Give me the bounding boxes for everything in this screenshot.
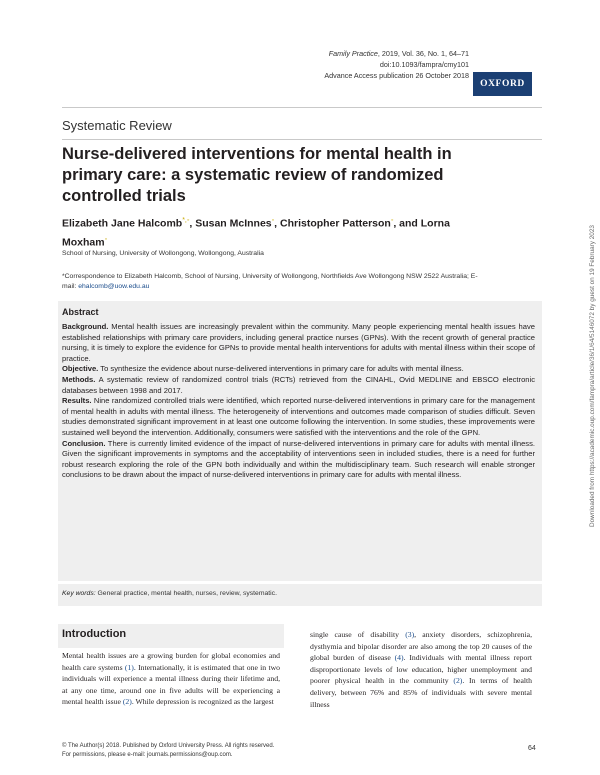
advance-access: Advance Access publication 26 October 2018: [324, 71, 469, 80]
abstract-label: Results.: [62, 396, 92, 406]
body-text: . In terms of health delivery, between 76% and 85% of individuals with severe mental illness: [310, 676, 532, 709]
section-divider: [62, 139, 542, 140]
abstract-label: Background.: [62, 322, 109, 331]
citation-link[interactable]: (4): [394, 653, 404, 663]
permissions-line: For permissions, please e-mail: journals.permissions@oup.com.: [62, 752, 233, 758]
citation-link[interactable]: (2): [453, 676, 463, 686]
copyright-footer: [62, 742, 362, 760]
journal-doi[interactable]: doi:10.1093/fampra/cmy101: [379, 60, 469, 69]
download-watermark: [589, 167, 598, 527]
abstract-methods: [62, 375, 535, 396]
abstract-heading: Abstract: [62, 307, 99, 317]
body-text: . While depression is recognized as the largest: [131, 697, 274, 707]
author-separator: ,: [189, 217, 196, 230]
author-separator: , and: [393, 217, 421, 230]
body-text: single cause of disability: [310, 630, 406, 639]
orcid-icon[interactable]: ◦: [186, 217, 190, 224]
page-number: 64: [528, 745, 536, 752]
journal-name: Family Practice: [328, 49, 378, 58]
author-separator: ,: [274, 217, 280, 230]
abstract-label: Objective.: [62, 364, 99, 374]
orcid-icon[interactable]: ◦: [390, 217, 394, 224]
journal-citation: , 2019, Vol. 36, No. 1, 64–71: [377, 49, 469, 58]
keywords-label: Key words:: [62, 590, 96, 597]
citation-link[interactable]: (2): [122, 697, 132, 707]
correspondence: [62, 272, 482, 292]
abstract-conclusion: [62, 439, 535, 481]
affiliation: School of Nursing, University of Wollongong, Wollongong, Australia: [62, 250, 264, 257]
body-text: . Individuals with mental illness report disproportionate levels of low education, higher unemployment and poorer physical health in the community: [310, 653, 532, 686]
author-name: Christopher Patterson: [279, 217, 391, 230]
email-link[interactable]: ehalcomb@uow.edu.au: [78, 283, 150, 290]
author-name: Lorna Moxham: [62, 217, 450, 248]
correspondence-text: *Correspondence to Elizabeth Halcomb, School of Nursing, University of Wollongong, Northfields Ave Wollongong NSW 2522 Australia; E-mail:: [62, 273, 478, 290]
abstract-background: [62, 322, 535, 364]
abstract-objective: [62, 364, 535, 375]
article-title: Nurse-delivered interventions for mental health in primary care: a systematic review of randomized controlled trials: [62, 145, 452, 205]
body-text: . Internationally, it is estimated that one in two individuals will experience a mental illness during their lifetime and, at any one time, around one in five adults will be experiencing a mental health issue: [62, 662, 280, 707]
author-name: Elizabeth Jane Halcomb: [62, 217, 183, 230]
keywords-text: General practice, mental health, nurses, review, systematic.: [95, 590, 277, 597]
keywords: [62, 590, 277, 597]
abstract-text: Mental health issues are increasingly prevalent within the community. Many people experiencing mental health issues have established relationships with primary care providers, including general practice nurses (GPNs). With the recent growth of general practice nursing, it is timely to explore the evidence for GPNs to provide mental health interventions for adults with mental illness within their scope of practice.: [62, 322, 535, 363]
abstract-label: Methods.: [62, 374, 96, 384]
journal-header: [219, 48, 469, 81]
abstract-label: Conclusion.: [62, 438, 106, 448]
citation-link[interactable]: (1): [124, 662, 134, 672]
section-label: Systematic Review: [62, 118, 172, 133]
author-marker: *,: [182, 217, 187, 224]
abstract-results: [62, 396, 535, 438]
header-divider: [62, 107, 542, 108]
abstract-text: A systematic review of randomized control trials (RCTs) retrieved from the CINAHL, Ovid MEDLINE and EBSCO electronic databases between 1998 and 2017.: [62, 374, 535, 395]
abstract-text: To synthesize the evidence about nurse-delivered interventions in primary care for adults with mental illness.: [98, 364, 464, 374]
abstract-body: [62, 322, 535, 481]
author-name: Susan McInnes: [195, 217, 272, 230]
intro-heading: Introduction: [62, 628, 127, 640]
download-note: Downloaded from https://academic.oup.com/fampra/article/36/1/64/5146072 by guest on 19 February 2023: [589, 225, 596, 527]
intro-column-left: [62, 650, 280, 708]
orcid-icon[interactable]: ◦: [104, 235, 108, 243]
abstract-text: Nine randomized controlled trials were identified, which reported nurse-delivered interventions in primary care for the management of mental health in adults with mental illness. The heterogeneity of interventions and outcomes made comparison of studies difficult. Seven studies demonstrated significant improvement in at least one outcome following the intervention. In some studies, these improvements were sustained well beyond the intervention. Additionally, consumers were satisfied with the interventions and the role of the GPN.: [62, 396, 535, 437]
copyright-line: © The Author(s) 2018. Published by Oxford University Press. All rights reserved.: [62, 743, 275, 749]
author-list: [62, 213, 492, 250]
body-text: Mental health issues are a growing burden for global economies and health care systems: [62, 651, 280, 672]
intro-column-right: [310, 629, 532, 710]
oxford-logo: OXFORD: [473, 72, 532, 96]
abstract-text: There is currently limited evidence of the impact of nurse-delivered interventions in primary care for adults with mental illness. Given the significant improvements in symptoms and the acceptability of interventions seen in included studies, there is a need for further robust research exploring the role of the GPN both individually and within the multidisciplinary team. Such research will enable stronger conclusions to be drawn about the impact of nurse-delivered interventions in primary care for adults with mental illness.: [62, 438, 535, 480]
orcid-icon[interactable]: ◦: [271, 217, 275, 224]
body-text: , anxiety disorders, schizophrenia, dysthymia and bipolar disorder are also among the top 20 causes of the global burden of disease: [310, 630, 532, 663]
citation-link[interactable]: (3): [405, 630, 415, 639]
